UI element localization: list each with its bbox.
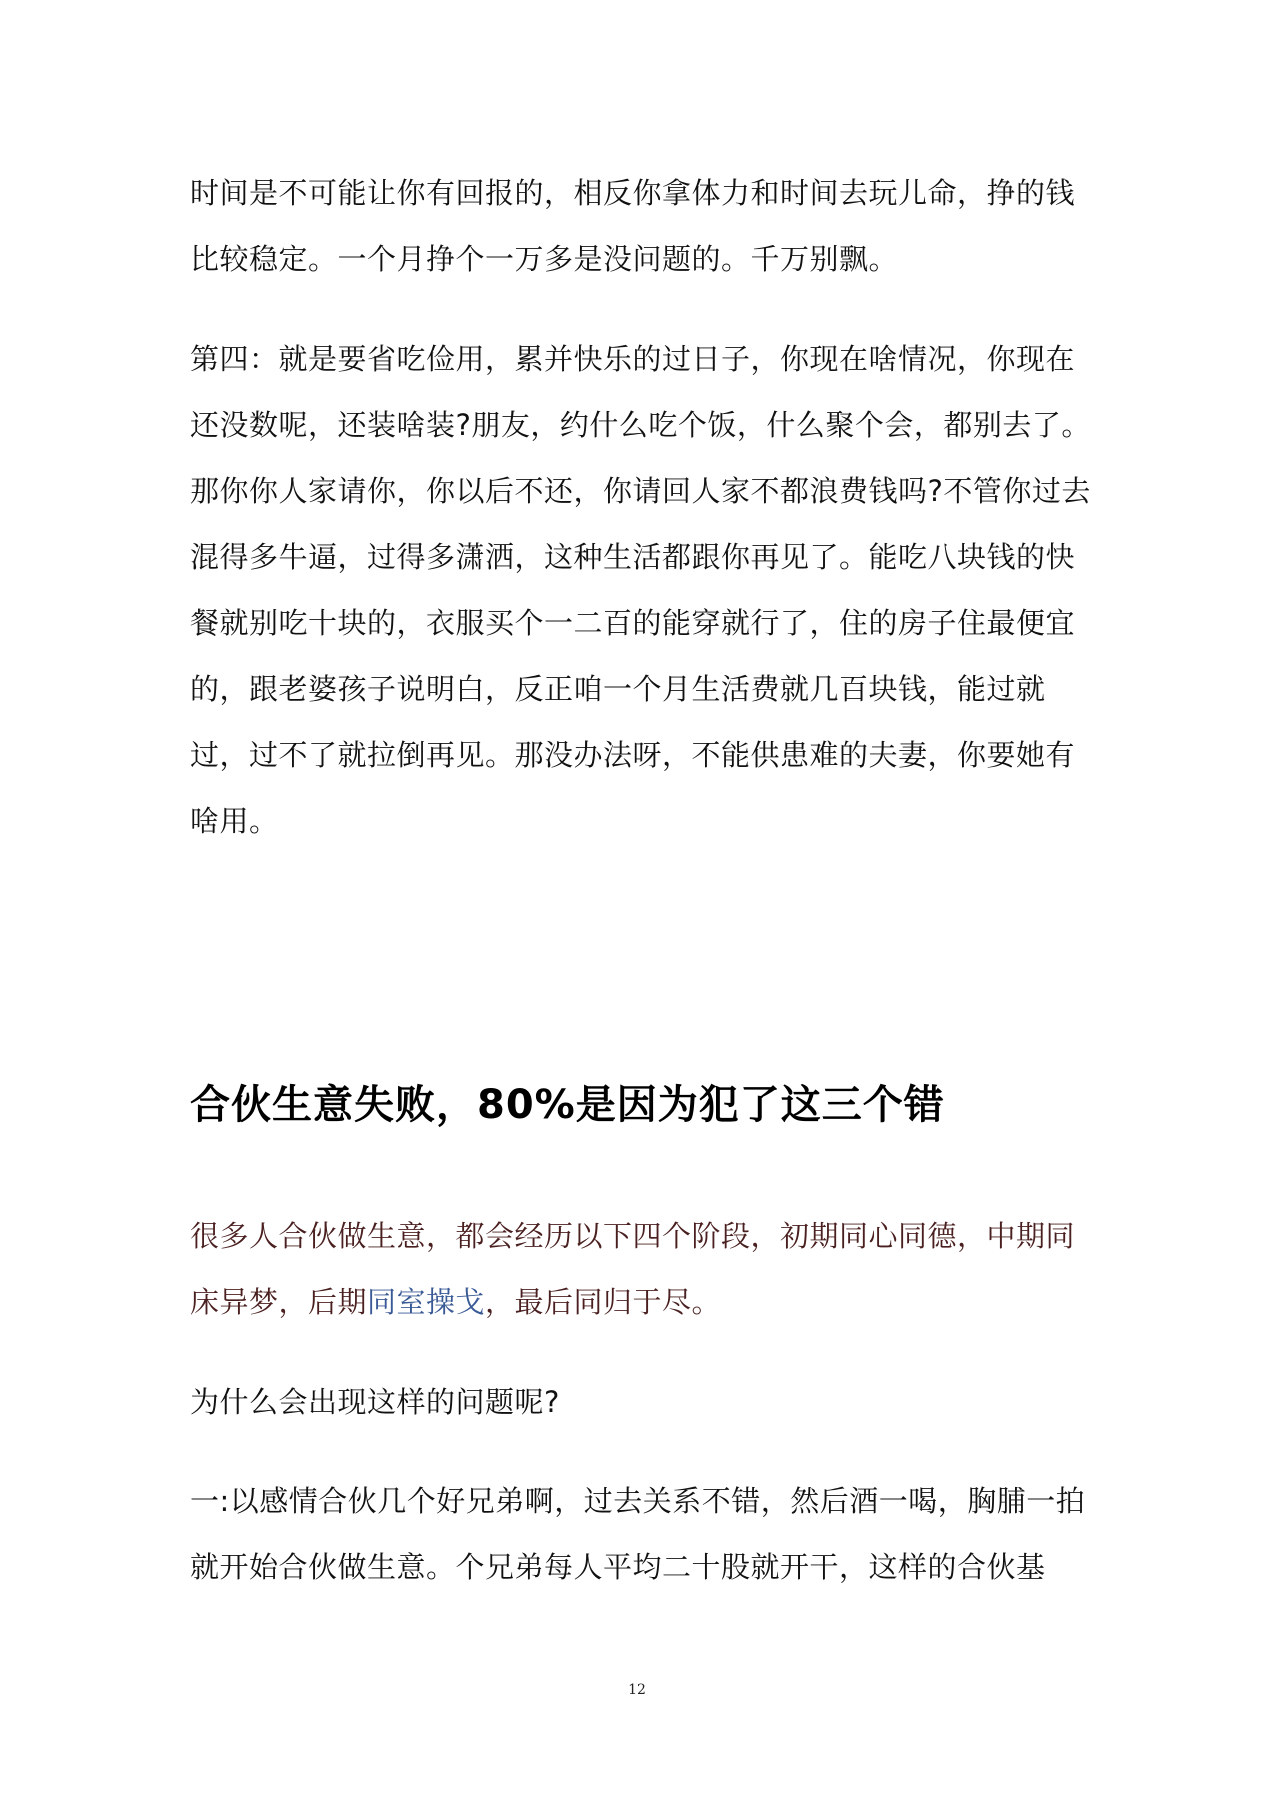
paragraph-1: 时间是不可能让你有回报的，相反你拿体力和时间去玩儿命，挣的钱比较稳定。一个月挣个一万多是没问题的。千万别飘。 — [190, 176, 1076, 276]
paragraph-intro-text-2: ，最后同归于尽。 — [485, 1285, 722, 1319]
paragraph-question: 为什么会出现这样的问题呢? — [190, 1385, 560, 1419]
paragraph-intro-text-1: 很多人合伙做生意，都会经历以下四个阶段，初期同心同德，中期同床异梦，后期 — [190, 1219, 1076, 1319]
paragraph-2: 第四：就是要省吃俭用，累并快乐的过日子，你现在啥情况，你现在还没数呢，还装啥装?朋友，约什么吃个饭，什么聚个会，都别去了。那你你人家请你，你以后不还，你请回人家不都浪费钱吗?不管你过去混得多牛逼，过得多潇洒，这种生活都跟你再见了。能吃八块钱的快餐就别吃十块的，衣服买个一二百的能穿就行了，住的房子住最便宜的，跟老婆孩子说明白，反正咱一个月生活费就几百块钱，能过就过，过不了就拉倒再见。那没办法呀，不能供患难的夫妻，你要她有啥用。 — [190, 342, 1091, 838]
idiom-link[interactable]: 同室操戈 — [367, 1285, 486, 1319]
section-heading: 合伙生意失败，80%是因为犯了这三个错 — [190, 1082, 945, 1128]
paragraph-intro — [190, 1203, 1095, 1335]
paragraph-point-one: 一:以感情合伙几个好兄弟啊，过去关系不错，然后酒一喝，胸脯一拍就开始合伙做生意。个兄弟每人平均二十股就开干，这样的合伙基 — [190, 1484, 1086, 1584]
page-number: 12 — [628, 1682, 646, 1698]
